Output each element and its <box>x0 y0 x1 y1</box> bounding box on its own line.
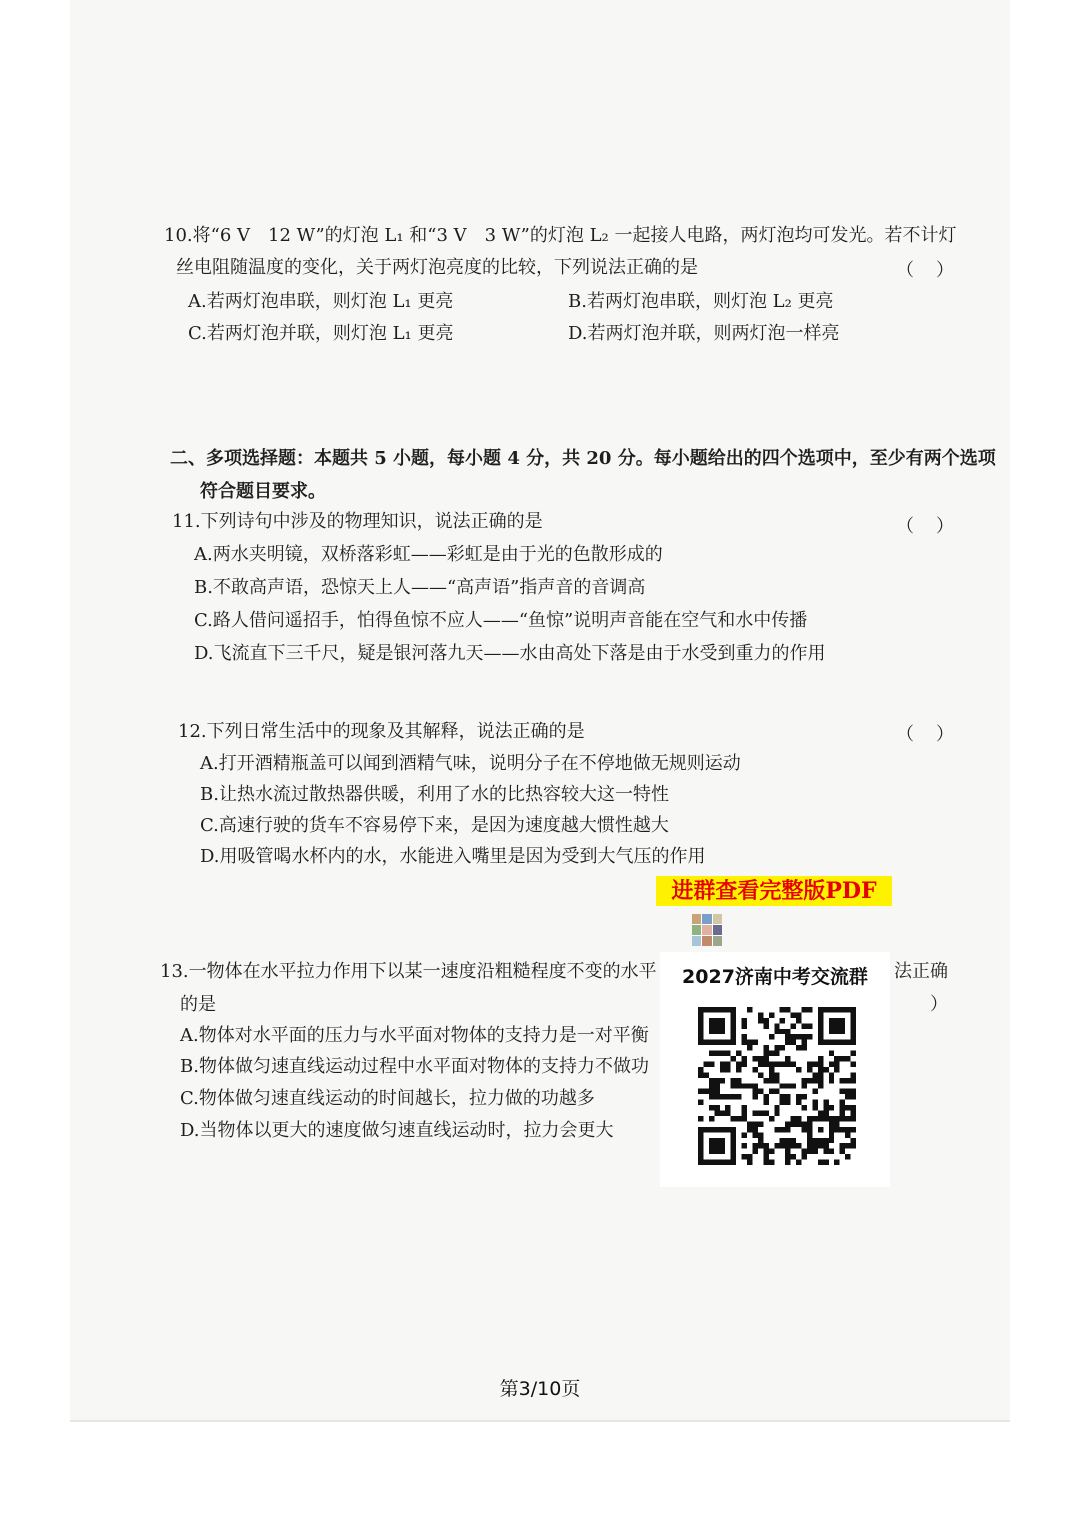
q10-stem-line2: 丝电阻随温度的变化，关于两灯泡亮度的比较，下列说法正确的是 <box>176 257 698 278</box>
q13-option-a: A.物体对水平面的压力与水平面对物体的支持力是一对平衡 <box>180 1025 649 1046</box>
q10-option-b: B.若两灯泡串联，则灯泡 L₂ 更亮 <box>568 291 834 312</box>
promo-banner[interactable]: 进群查看完整版PDF <box>656 876 892 906</box>
q13-option-b: B.物体做匀速直线运动过程中水平面对物体的支持力不做功 <box>180 1056 649 1077</box>
q11-option-b: B.不敢高声语，恐惊天上人——“高声语”指声音的音调高 <box>194 577 646 598</box>
q11-answer-blank: （） <box>896 516 976 537</box>
group-avatar <box>692 914 722 946</box>
q10-option-d: D.若两灯泡并联，则两灯泡一样亮 <box>568 323 840 344</box>
group-qr-card[interactable] <box>660 952 890 1187</box>
q12-answer-blank: （） <box>896 724 976 745</box>
q12-option-c: C.高速行驶的货车不容易停下来，是因为速度越大惯性越大 <box>200 815 669 836</box>
q11-option-c: C.路人借问遥招手，怕得鱼惊不应人——“鱼惊”说明声音能在空气和水中传播 <box>194 610 808 631</box>
q12-stem: 12.下列日常生活中的现象及其解释，说法正确的是 <box>178 721 585 742</box>
page-bottom-edge <box>70 1420 1010 1422</box>
q13-stem-right: 法正确 <box>894 961 948 982</box>
q13-stem-left: 13.一物体在水平拉力作用下以某一速度沿粗糙程度不变的水平 <box>160 961 657 982</box>
q13-answer-blank: ） <box>930 994 948 1015</box>
q13-stem-line2: 的是 <box>180 994 216 1015</box>
section2-heading-line2: 符合题目要求。 <box>200 481 326 502</box>
page-number: 第3/10页 <box>499 1378 581 1400</box>
q12-option-a: A.打开酒精瓶盖可以闻到酒精气味，说明分子在不停地做无规则运动 <box>200 753 741 774</box>
q13-option-c: C.物体做匀速直线运动的时间越长，拉力做的功越多 <box>180 1088 595 1109</box>
q10-option-a: A.若两灯泡串联，则灯泡 L₁ 更亮 <box>188 291 454 312</box>
q12-option-b: B.让热水流过散热器供暖，利用了水的比热容较大这一特性 <box>200 784 669 805</box>
q11-stem: 11.下列诗句中涉及的物理知识，说法正确的是 <box>172 511 543 532</box>
q11-option-d: D.飞流直下三千尺，疑是银河落九天——水由高处下落是由于水受到重力的作用 <box>194 643 826 664</box>
qr-code-icon[interactable] <box>698 1000 856 1172</box>
q12-option-d: D.用吸管喝水杯内的水，水能进入嘴里是因为受到大气压的作用 <box>200 846 706 867</box>
q10-option-c: C.若两灯泡并联，则灯泡 L₁ 更亮 <box>188 323 454 344</box>
q13-option-d: D.当物体以更大的速度做匀速直线运动时，拉力会更大 <box>180 1120 614 1141</box>
q10-stem-line1: 10.将“6 V 12 W”的灯泡 L₁ 和“3 V 3 W”的灯泡 L₂ 一起接人电路，两灯泡均可发光。若不计灯 <box>164 225 957 246</box>
page-background <box>70 0 1010 1420</box>
q10-answer-blank: （） <box>896 260 976 281</box>
q11-option-a: A.两水夹明镜，双桥落彩虹——彩虹是由于光的色散形成的 <box>194 544 663 565</box>
group-name: 2027济南中考交流群 <box>682 966 868 988</box>
section2-heading-line1: 二、多项选择题：本题共 5 小题，每小题 4 分，共 20 分。每小题给出的四个选项中，至少有两个选项 <box>170 448 996 469</box>
